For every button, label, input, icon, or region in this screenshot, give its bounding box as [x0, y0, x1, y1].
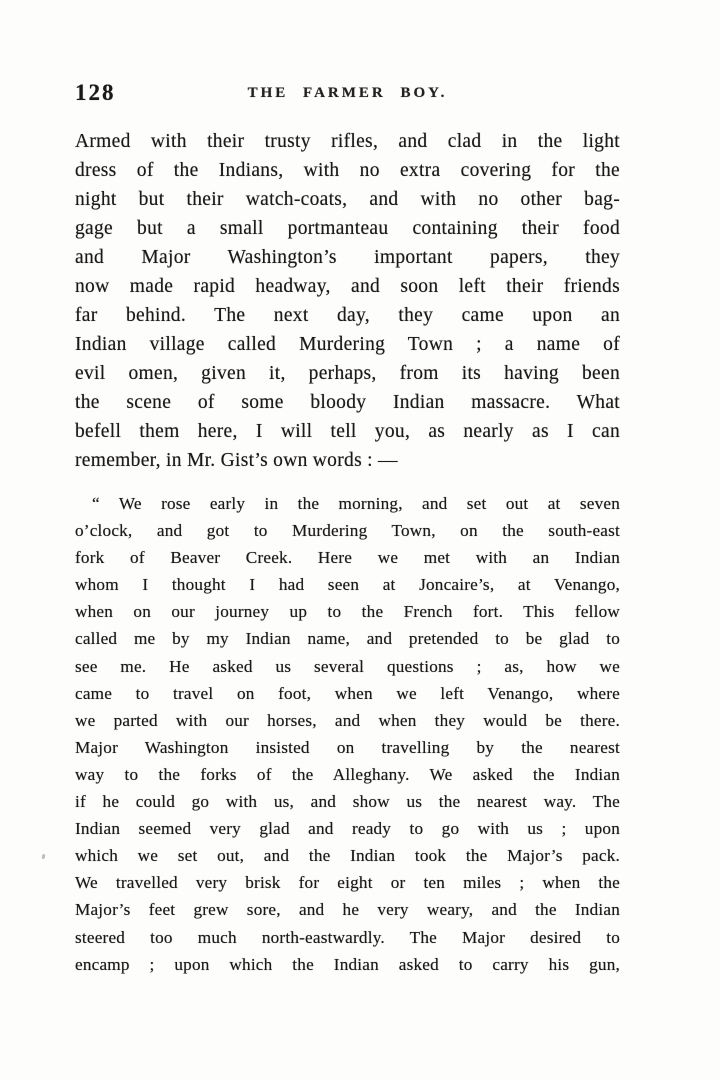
quote-line: o’clock, and got to Murdering Town, on the south-east	[75, 521, 620, 541]
quote-line: called me by my Indian name, and pretended to be glad to	[75, 629, 620, 649]
text-line: dress of the Indians, with no extra covering for the	[75, 160, 620, 181]
text-line: far behind. The next day, they came upon an	[75, 305, 620, 326]
quote-paragraph	[75, 490, 620, 978]
text-line: the scene of some bloody Indian massacre. What	[75, 392, 620, 413]
text-line: Armed with their trusty rifles, and clad in the light	[75, 131, 620, 152]
quote-line: whom I thought I had seen at Joncaire’s, at Venango,	[75, 575, 620, 595]
quote-line: steered too much north-eastwardly. The Major desired to	[75, 927, 620, 947]
quote-line: which we set out, and the Indian took the Major’s pack.	[75, 846, 620, 866]
quote-line: if he could go with us, and show us the nearest way. The	[75, 792, 620, 812]
quote-line: “ We rose early in the morning, and set out at seven	[92, 494, 620, 513]
quote-line: we parted with our horses, and when they would be there.	[75, 710, 620, 730]
quote-line: way to the forks of the Alleghany. We asked the Indian	[75, 764, 620, 784]
text-line: Indian village called Murdering Town ; a name of	[75, 334, 620, 355]
quote-line: We travelled very brisk for eight or ten miles ; when the	[75, 873, 620, 893]
running-title: THE FARMER BOY.	[247, 85, 448, 101]
page-number: 128	[75, 80, 116, 105]
quote-line: when on our journey up to the French fort. This fellow	[75, 602, 620, 622]
text-line: night but their watch-coats, and with no other bag-	[75, 189, 620, 210]
quote-line: Major Washington insisted on travelling by the nearest	[75, 737, 620, 757]
text-line: remember, in Mr. Gist’s own words : —	[75, 450, 398, 471]
text-line: befell them here, I will tell you, as nearly as I can	[75, 421, 620, 442]
main-paragraph	[75, 127, 620, 475]
quote-line: Indian seemed very glad and ready to go with us ; upon	[75, 819, 620, 839]
text-line: evil omen, given it, perhaps, from its having been	[75, 363, 620, 384]
quote-line: see me. He asked us several questions ; as, how we	[75, 656, 620, 676]
quote-line: came to travel on foot, when we left Venango, where	[75, 683, 620, 703]
text-line: and Major Washington’s important papers, they	[75, 247, 620, 268]
quote-line: fork of Beaver Creek. Here we met with an Indian	[75, 548, 620, 568]
quote-line: encamp ; upon which the Indian asked to carry his gun,	[75, 954, 620, 974]
scan-speck-artifact	[41, 854, 45, 860]
text-line: gage but a small portmanteau containing their food	[75, 218, 620, 239]
text-line: now made rapid headway, and soon left their friends	[75, 276, 620, 297]
quote-line: Major’s feet grew sore, and he very weary, and the Indian	[75, 900, 620, 920]
running-header	[75, 80, 620, 106]
